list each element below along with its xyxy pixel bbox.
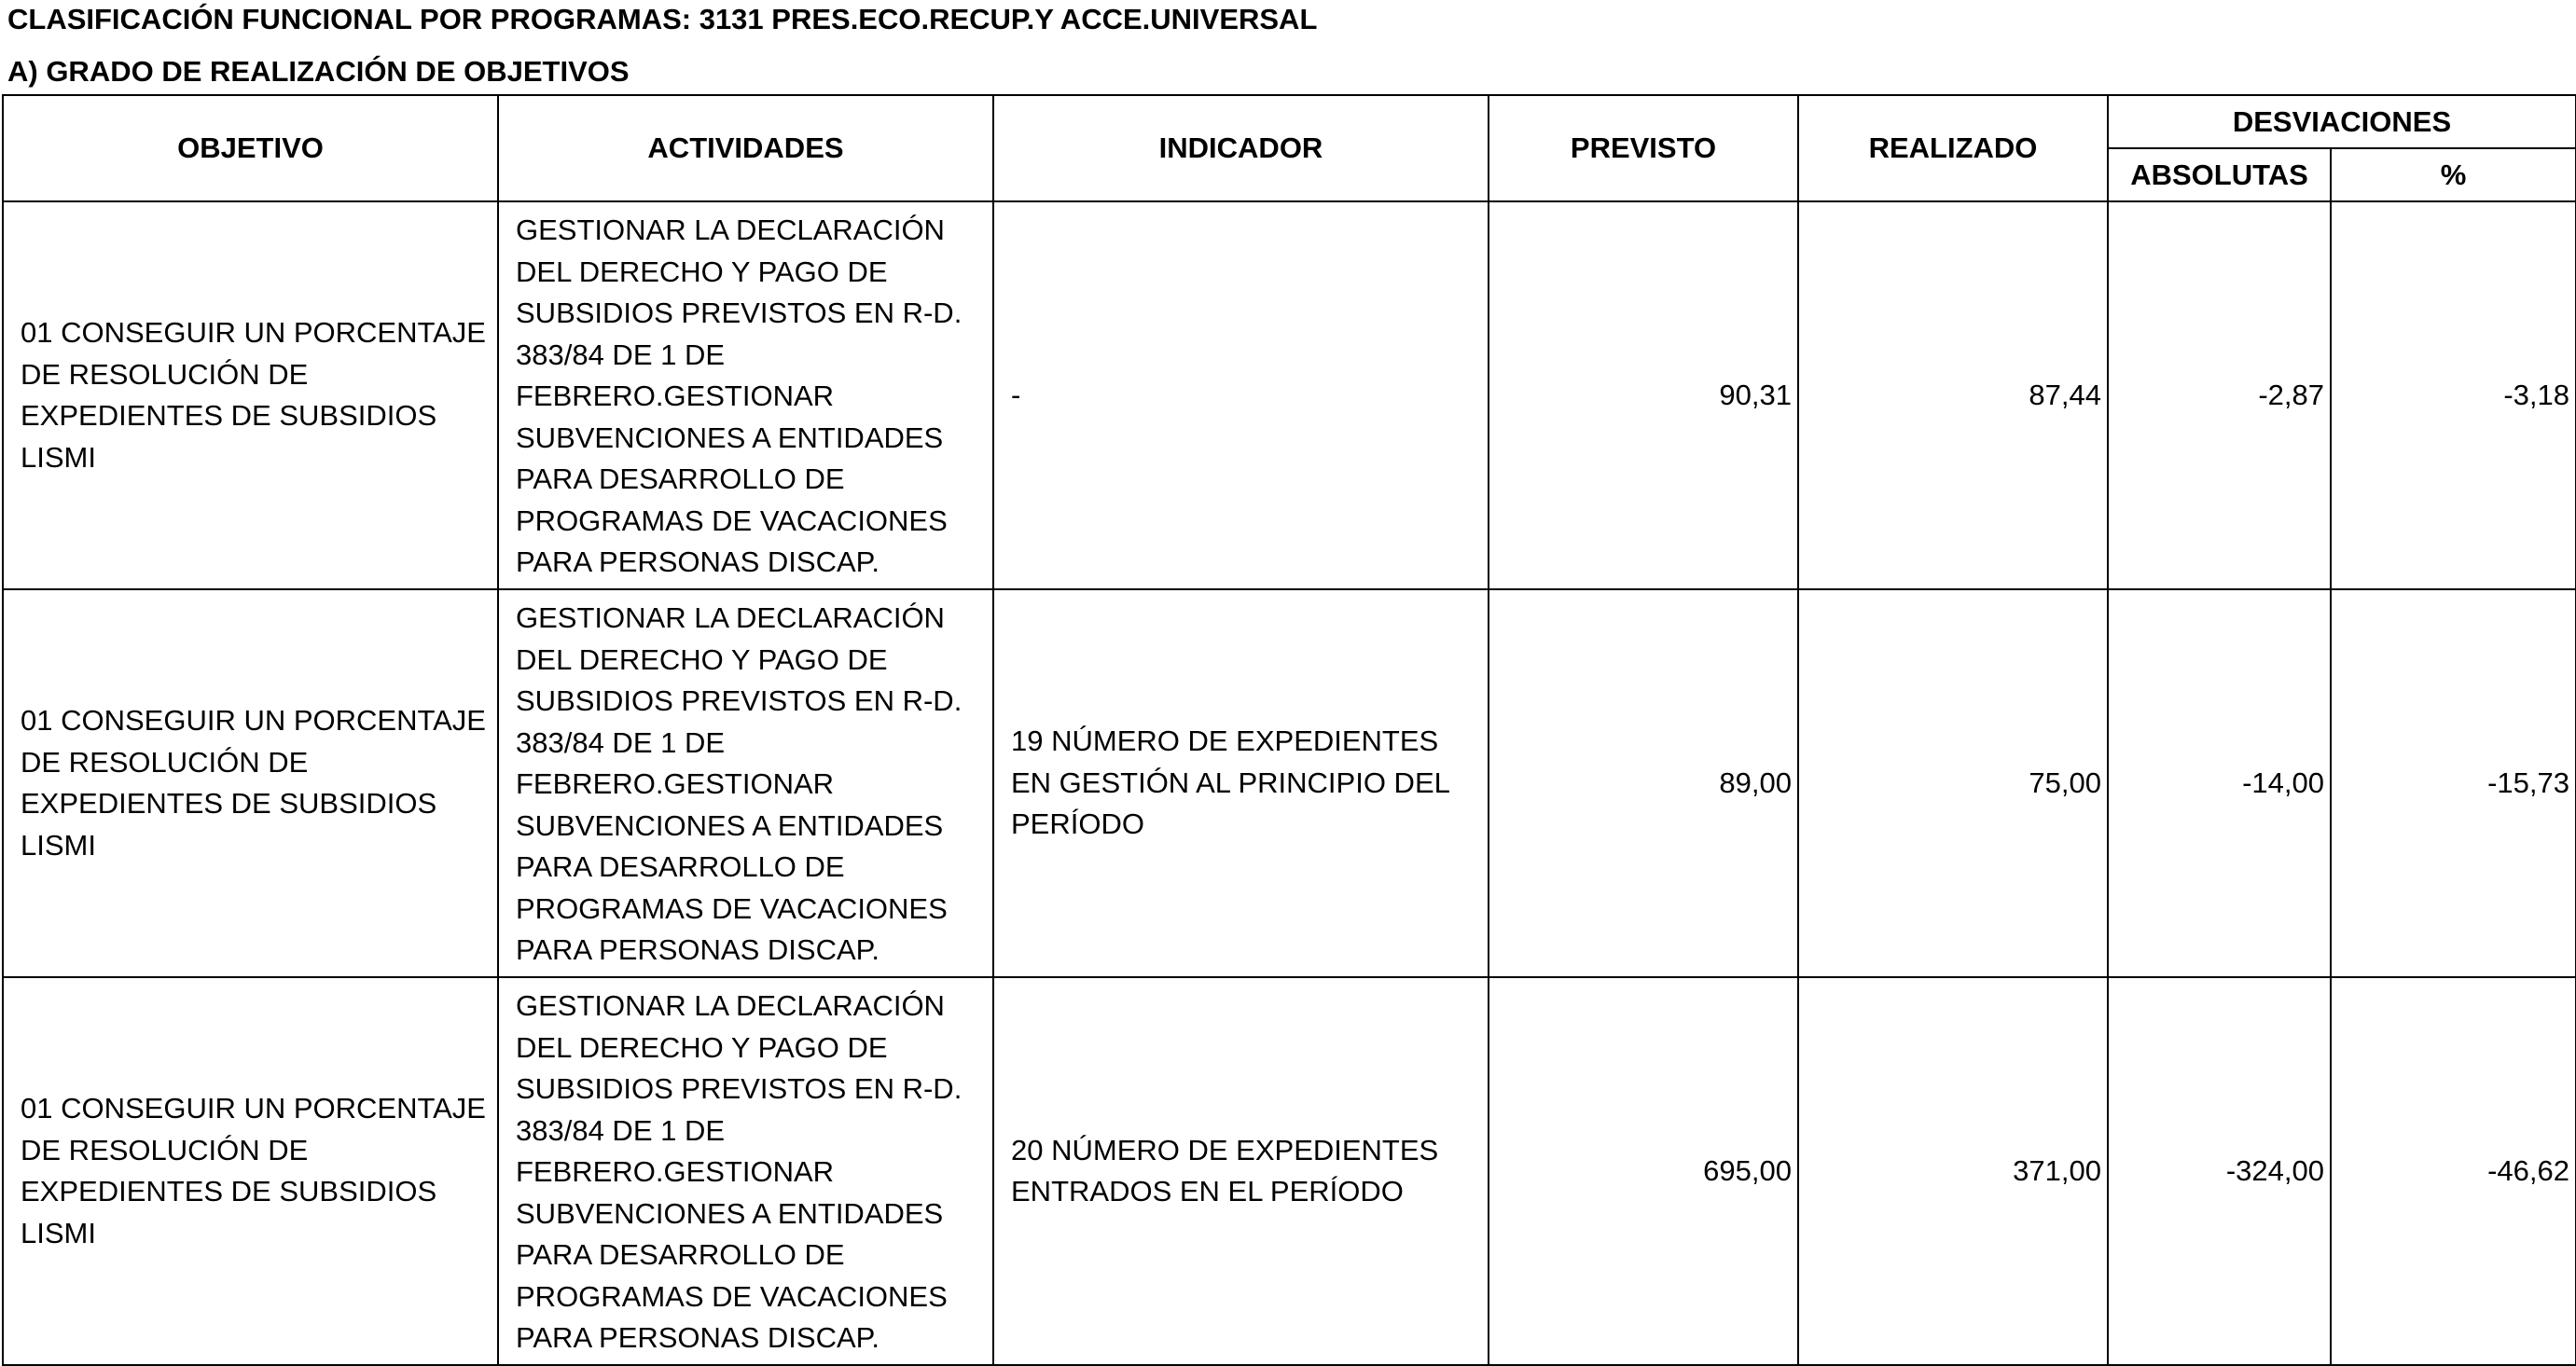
section-title: A) GRADO DE REALIZACIÓN DE OBJETIVOS — [7, 55, 630, 88]
cell-previsto: 90,31 — [1489, 201, 1798, 589]
cell-actividades: GESTIONAR LA DECLARACIÓN DEL DERECHO Y PAGO DE SUBSIDIOS PREVISTOS EN R-D. 383/84 DE 1 DE FEBRERO.GESTIONAR SUBVENCIONES A ENTIDADES PARA DESARROLLO DE PROGRAMAS DE VACACIONES PARA PERSONAS DISCAP. — [498, 201, 993, 589]
header-objetivo: OBJETIVO — [3, 95, 498, 201]
cell-indicador: - — [993, 201, 1489, 589]
cell-realizado: 371,00 — [1798, 977, 2108, 1365]
cell-porcentaje: -3,18 — [2331, 201, 2576, 589]
header-realizado: REALIZADO — [1798, 95, 2108, 201]
header-actividades: ACTIVIDADES — [498, 95, 993, 201]
header-absolutas: ABSOLUTAS — [2108, 148, 2331, 201]
cell-realizado: 75,00 — [1798, 589, 2108, 977]
page-title: CLASIFICACIÓN FUNCIONAL POR PROGRAMAS: 3131 PRES.ECO.RECUP.Y ACCE.UNIVERSAL — [7, 3, 1318, 35]
cell-indicador: 20 NÚMERO DE EXPEDIENTES ENTRADOS EN EL PERÍODO — [993, 977, 1489, 1365]
cell-porcentaje: -46,62 — [2331, 977, 2576, 1365]
cell-absolutas: -14,00 — [2108, 589, 2331, 977]
cell-porcentaje: -15,73 — [2331, 589, 2576, 977]
header-previsto: PREVISTO — [1489, 95, 1798, 201]
cell-previsto: 89,00 — [1489, 589, 1798, 977]
header-indicador: INDICADOR — [993, 95, 1489, 201]
cell-objetivo: 01 CONSEGUIR UN PORCENTAJE DE RESOLUCIÓN DE EXPEDIENTES DE SUBSIDIOS LISMI — [3, 977, 498, 1365]
cell-objetivo: 01 CONSEGUIR UN PORCENTAJE DE RESOLUCIÓN DE EXPEDIENTES DE SUBSIDIOS LISMI — [3, 589, 498, 977]
cell-actividades: GESTIONAR LA DECLARACIÓN DEL DERECHO Y PAGO DE SUBSIDIOS PREVISTOS EN R-D. 383/84 DE 1 DE FEBRERO.GESTIONAR SUBVENCIONES A ENTIDADES PARA DESARROLLO DE PROGRAMAS DE VACACIONES PARA PERSONAS DISCAP. — [498, 589, 993, 977]
table-row — [3, 977, 2576, 1365]
header-desviaciones: DESVIACIONES — [2108, 95, 2576, 148]
cell-actividades: GESTIONAR LA DECLARACIÓN DEL DERECHO Y PAGO DE SUBSIDIOS PREVISTOS EN R-D. 383/84 DE 1 DE FEBRERO.GESTIONAR SUBVENCIONES A ENTIDADES PARA DESARROLLO DE PROGRAMAS DE VACACIONES PARA PERSONAS DISCAP. — [498, 977, 993, 1365]
header-porcentaje: % — [2331, 148, 2576, 201]
cell-previsto: 695,00 — [1489, 977, 1798, 1365]
cell-realizado: 87,44 — [1798, 201, 2108, 589]
objectives-table — [2, 94, 2576, 1366]
cell-indicador: 19 NÚMERO DE EXPEDIENTES EN GESTIÓN AL PRINCIPIO DEL PERÍODO — [993, 589, 1489, 977]
table-header-row — [3, 95, 2576, 148]
cell-objetivo: 01 CONSEGUIR UN PORCENTAJE DE RESOLUCIÓN DE EXPEDIENTES DE SUBSIDIOS LISMI — [3, 201, 498, 589]
cell-absolutas: -2,87 — [2108, 201, 2331, 589]
cell-absolutas: -324,00 — [2108, 977, 2331, 1365]
table-row — [3, 589, 2576, 977]
table-row — [3, 201, 2576, 589]
